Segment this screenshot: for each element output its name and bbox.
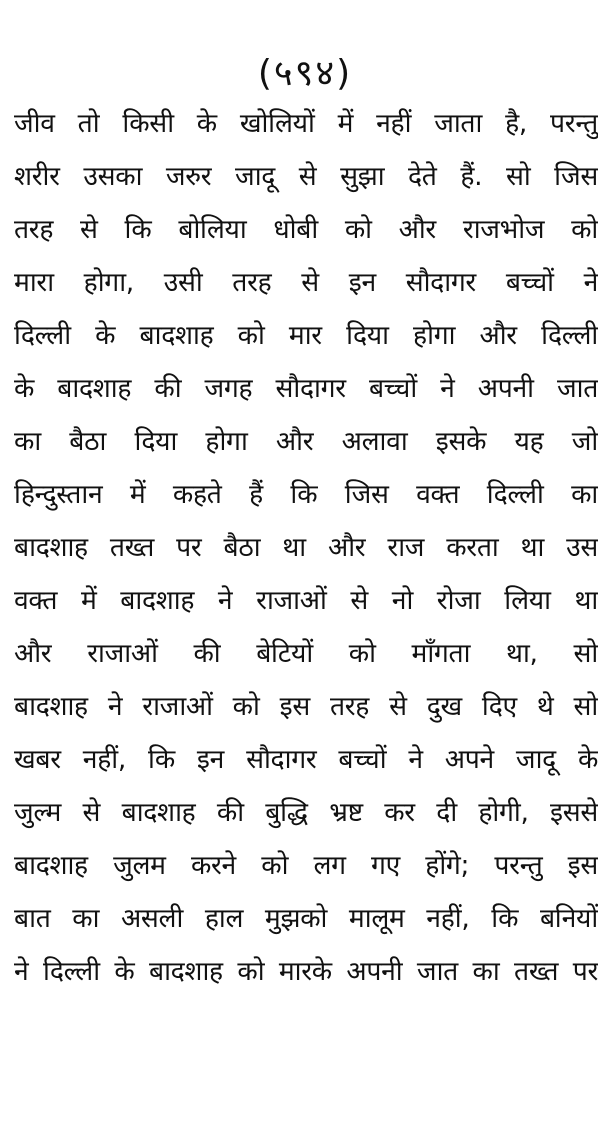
text-line-5: दिल्ली के बादशाह को मार दिया होगा और दिल्ली	[14, 320, 598, 351]
text-line-15: बादशाह जुलम करने को लग गए होंगे; परन्तु इस	[14, 850, 598, 881]
text-line-1: जीव तो किसी के खोलियों में नहीं जाता है, परन्तु	[14, 108, 598, 139]
text-line-3: तरह से कि बोलिया धोबी को और राजभोज को	[14, 214, 598, 245]
page-number: (५९४)	[257, 53, 353, 94]
text-line-4: मारा होगा, उसी तरह से इन सौदागर बच्चों ने	[14, 267, 598, 298]
text-line-12: बादशाह ने राजाओं को इस तरह से दुख दिए थे सो	[14, 691, 598, 722]
text-line-14: जुल्म से बादशाह की बुद्धि भ्रष्ट कर दी होगी, इससे	[14, 797, 598, 828]
text-line-16: बात का असली हाल मुझको मालूम नहीं, कि बनियों	[14, 903, 598, 934]
text-line-13: खबर नहीं, कि इन सौदागर बच्चों ने अपने जादू के	[14, 744, 598, 775]
text-line-9: बादशाह तख्त पर बैठा था और राज करता था उस	[14, 532, 598, 563]
text-line-6: के बादशाह की जगह सौदागर बच्चों ने अपनी जात	[14, 373, 598, 404]
text-line-7: का बैठा दिया होगा और अलावा इसके यह जो	[14, 426, 598, 457]
text-line-11: और राजाओं की बेटियों को माँगता था, सो	[14, 638, 598, 669]
text-line-10: वक्त में बादशाह ने राजाओं से नो रोजा लिया था	[14, 585, 598, 616]
text-line-17: ने दिल्ली के बादशाह को मारके अपनी जात का तख्त पर	[14, 956, 598, 987]
text-line-8: हिन्दुस्तान में कहते हैं कि जिस वक्त दिल्ली का	[14, 479, 598, 510]
text-line-2: शरीर उसका जरुर जादू से सुझा देते हैं. सो जिस	[14, 161, 598, 192]
